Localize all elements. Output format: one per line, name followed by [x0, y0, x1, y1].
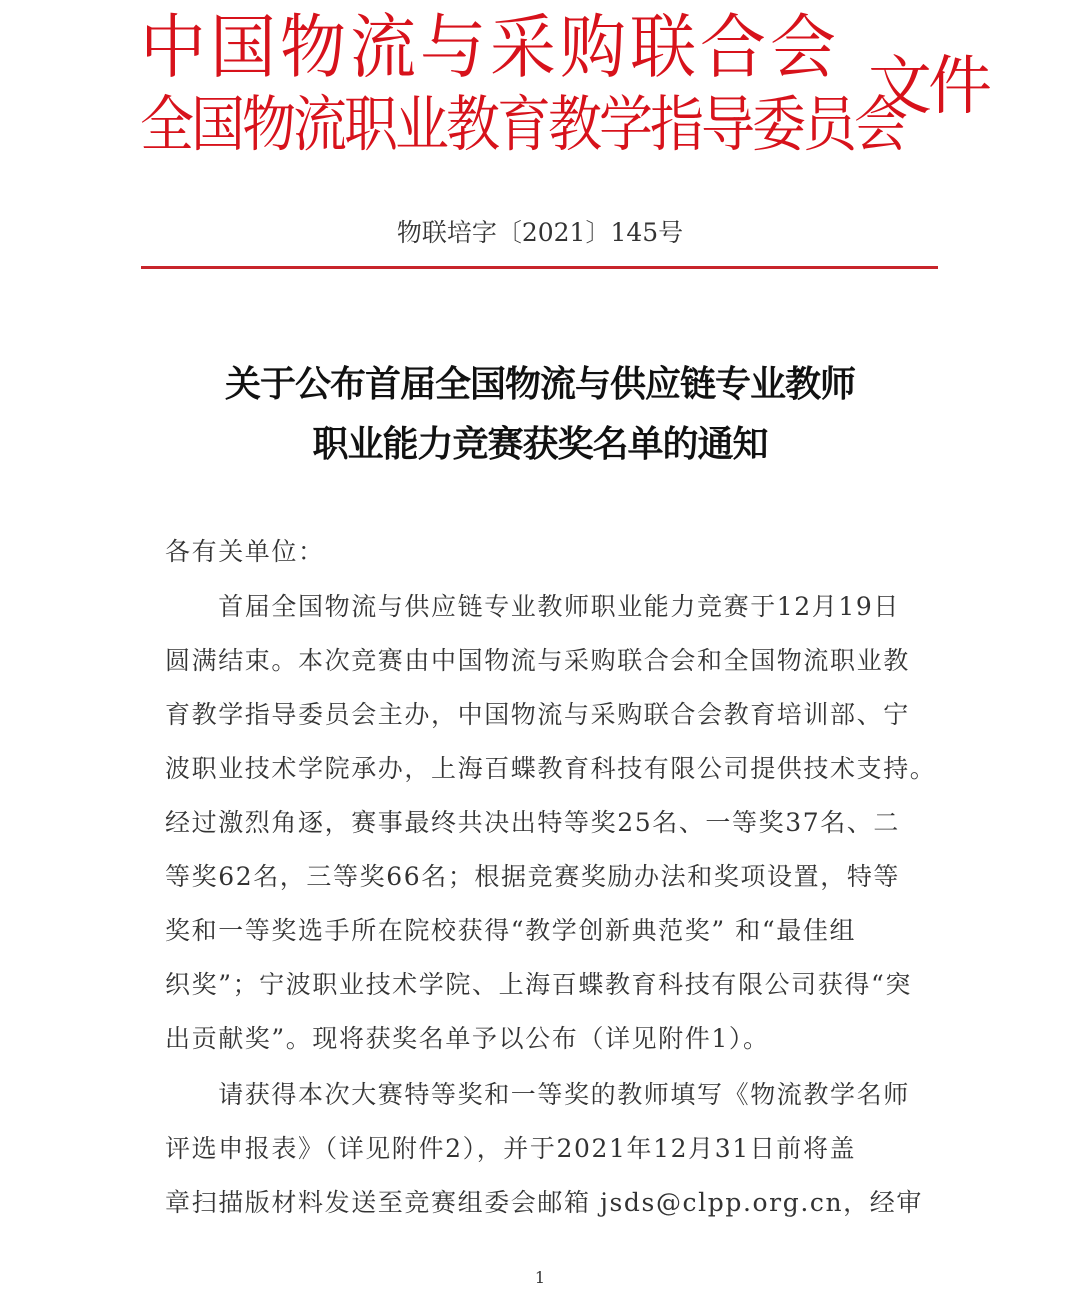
body-line: 出贡献奖”。现将获奖名单予以公布（详见附件1）。: [165, 1024, 770, 1053]
document-number: 物联培字〔2021〕145号: [396, 218, 684, 247]
body-line: 经过激烈角逐，赛事最终共决出特等奖25名、一等奖37名、二: [165, 808, 901, 837]
body-line: 章扫描版材料发送至竞赛组委会邮箱 jsds@clpp.org.cn，经审: [165, 1188, 923, 1217]
title-line1: 关于公布首届全国物流与供应链专业教师: [224, 364, 855, 405]
red-divider: [141, 266, 938, 269]
body-line: 圆满结束。本次竞赛由中国物流与采购联合会和全国物流职业教: [165, 646, 910, 675]
body-line: 织奖”；宁波职业技术学院、上海百蝶教育科技有限公司获得“突: [165, 970, 912, 999]
title-line2: 职业能力竞赛获奖名单的通知: [312, 424, 768, 465]
body-line: 请获得本次大赛特等奖和一等奖的教师填写《物流教学名师: [165, 1080, 910, 1109]
body-line: 评选申报表》（详见附件2），并于2021年12月31日前将盖: [165, 1134, 857, 1163]
body-line: 首届全国物流与供应链专业教师职业能力竞赛于12月19日: [165, 592, 901, 621]
body-line: 奖和一等奖选手所在院校获得“教学创新典范奖” 和“最佳组: [165, 916, 857, 945]
body-line: 育教学指导委员会主办，中国物流与采购联合会教育培训部、宁: [165, 700, 910, 729]
salutation: 各有关单位：: [165, 537, 325, 566]
doc-type-label: 文件: [868, 50, 988, 124]
body-line: 等奖62名，三等奖66名；根据竞赛奖励办法和奖项设置，特等: [165, 862, 901, 891]
body-line: 波职业技术学院承办，上海百蝶教育科技有限公司提供技术支持。: [165, 754, 937, 783]
org-name-line2: 全国物流职业教育教学指导委员会: [140, 89, 905, 160]
page-number: 1: [534, 1268, 546, 1287]
org-name-line1: 中国物流与采购联合会: [140, 6, 840, 88]
